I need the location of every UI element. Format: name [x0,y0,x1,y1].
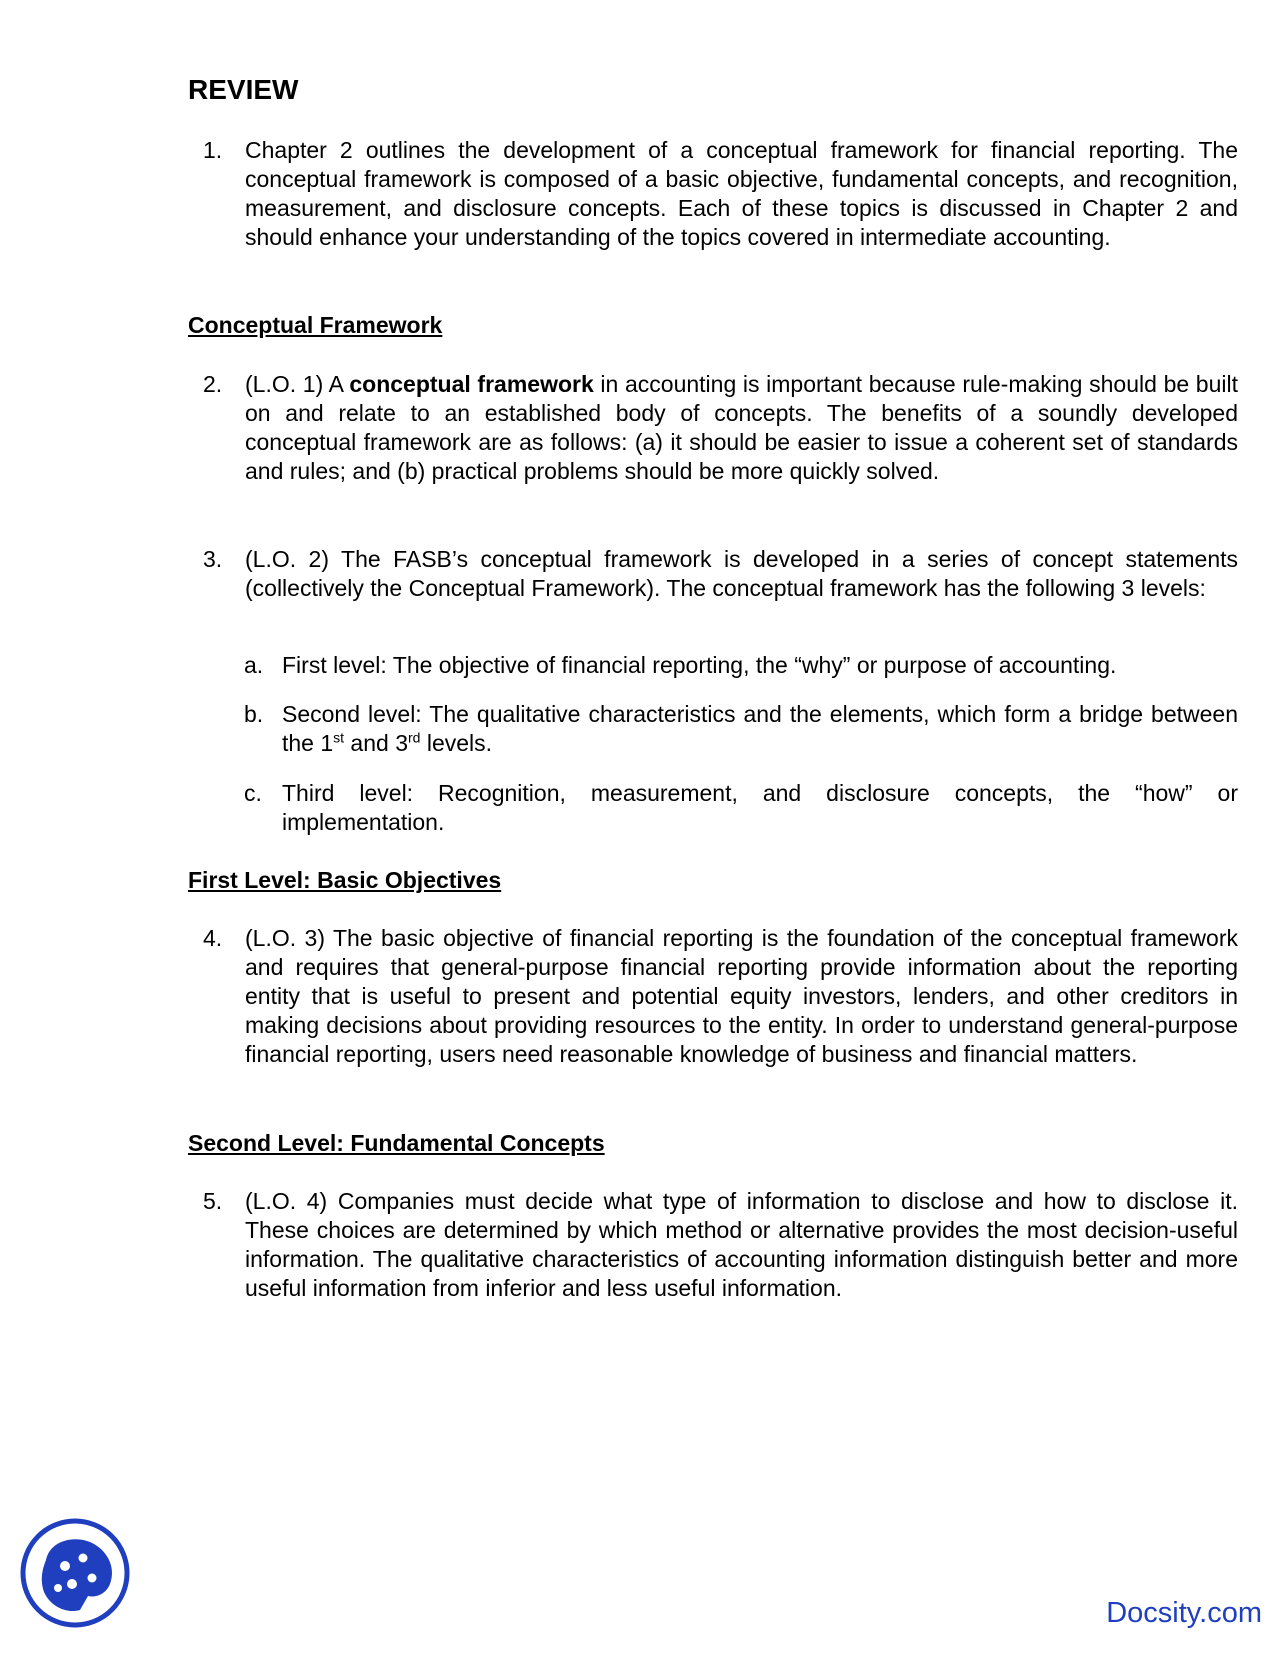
section-heading-second-level: Second Level: Fundamental Concepts [188,1130,605,1156]
sub-item-letter: a. [244,652,264,678]
list-item [188,370,1238,486]
sub-item-text-part: levels. [420,730,493,756]
sub-item-text [282,700,1238,758]
sub-item-text-part: and 3 [344,730,408,756]
section-heading-conceptual-framework: Conceptual Framework [188,312,443,338]
sub-item-text-part: Second level: The qualitative characteristics and the elements, which form a bridge between the 1 [282,701,1238,756]
docsity-brand-link[interactable]: Docsity.com [1106,1597,1262,1629]
item-text: Chapter 2 outlines the development of a conceptual framework for financial reporting. The conceptual framework is composed of a basic objective, fundamental concepts, and recognition, measurement, and disclosure concepts. Each of these topics is discussed in Chapter 2 and should enhance your understanding of the topics covered in intermediate accounting. [245,137,1238,250]
item-text [245,370,1238,486]
item-number: 3. [203,546,223,572]
section-heading-first-level: First Level: Basic Objectives [188,867,502,893]
list-item [188,1187,1238,1303]
item-number: 4. [203,925,223,951]
docsity-logo-icon [20,1518,130,1628]
sub-item-text: Third level: Recognition, measurement, and disclosure concepts, the “how” or implementation. [282,780,1238,835]
item-number: 1. [203,137,223,163]
item-text-part: in accounting is important because rule-making should be built on and relate to an established body of concepts. The benefits of a soundly developed conceptual framework are as follows: (a) it should be easier to issue a coherent set of standards and rules; and (b) practical problems should be more quickly solved. [245,371,1238,484]
list-item [188,136,1238,252]
sub-item-letter: c. [244,780,262,806]
item-number: 2. [203,371,223,397]
sub-item-letter: b. [244,701,264,727]
item-text-part: (L.O. 1) A [245,371,350,397]
superscript: rd [408,729,421,746]
bold-term: conceptual framework [349,371,594,397]
list-item [188,545,1238,603]
sub-list-item [244,700,1238,758]
item-number: 5. [203,1188,223,1214]
superscript: st [333,729,345,746]
item-text: (L.O. 2) The FASB’s conceptual framework is developed in a series of concept statements (collectively the Conceptual Framework). The conceptual framework has the following 3 levels: [245,546,1238,601]
sub-list-item [244,651,1238,680]
list-item [188,924,1238,1069]
sub-item-text: First level: The objective of financial reporting, the “why” or purpose of accounting. [282,652,1117,678]
item-text: (L.O. 3) The basic objective of financial reporting is the foundation of the conceptual framework and requires that general-purpose financial reporting provide information about the reporting entity that is useful to present and potential equity investors, lenders, and other creditors in making decisions about providing resources to the entity. In order to understand general-purpose financial reporting, users need reasonable knowledge of business and financial matters. [245,925,1238,1067]
sub-list-item [244,779,1238,837]
page-title: REVIEW [188,74,299,105]
item-text: (L.O. 4) Companies must decide what type of information to disclose and how to disclose it. These choices are determined by which method or alternative provides the most decision-useful information. The qualitative characteristics of accounting information distinguish better and more useful information from inferior and less useful information. [245,1188,1238,1301]
